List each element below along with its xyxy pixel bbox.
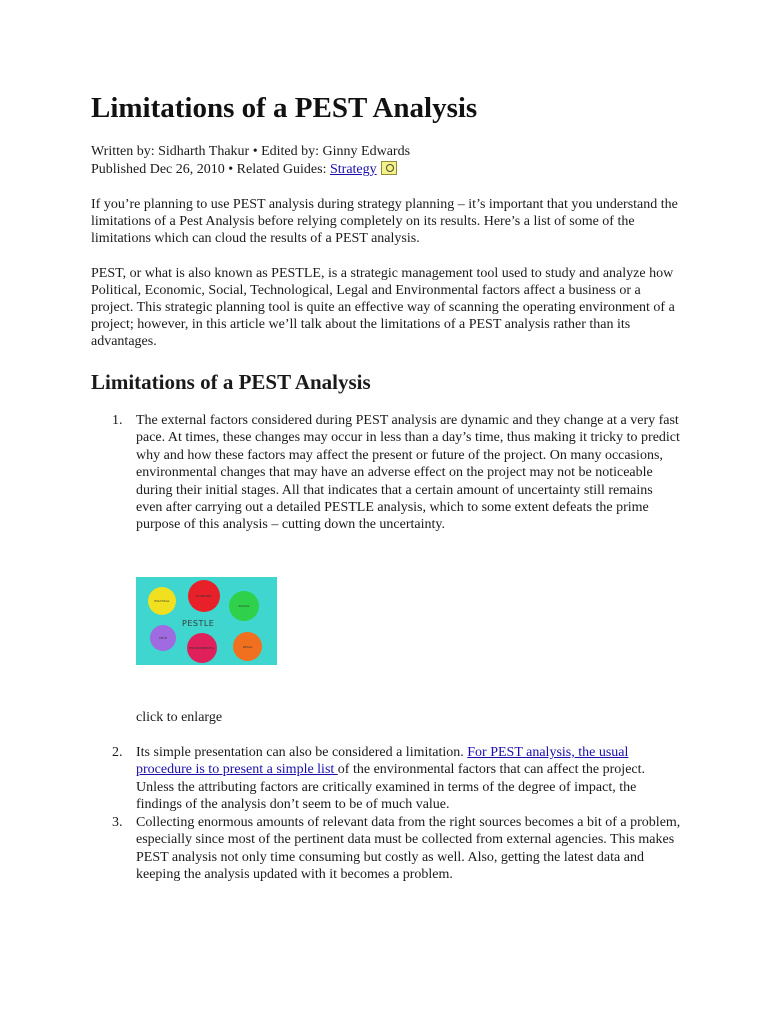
article-meta xyxy=(91,143,410,179)
pestle-circle: ECONOMIC xyxy=(188,580,220,612)
published-line xyxy=(91,161,410,179)
published-text: Published Dec 26, 2010 • Related Guides: xyxy=(91,162,330,177)
page-title: Limitations of a PEST Analysis xyxy=(91,92,478,124)
byline: Written by: Sidharth Thakur • Edited by: Ginny Edwards xyxy=(91,144,411,159)
pestle-circle: SOCIAL xyxy=(229,591,259,621)
pestle-circle: LEGAL xyxy=(233,632,262,661)
body-paragraph: PEST, or what is also known as PESTLE, is a strategic management tool used to study and analyze how Political, Economic, Social, Technological, Legal and Environmental factors affect a business or a project. This strategic planning tool is quite an effective way of scanning the operating environment of a project; however, in this article we’ll talk about the limitations of a PEST analysis rather than its advantages. xyxy=(91,266,675,349)
list-item-text-end: of the environmental factors that can affect the project. Unless the attributing factors are critically examined in terms of the degree of impact, the findings of the analysis don’t seem to be of much value. xyxy=(136,762,646,813)
pestle-label: PESTLE xyxy=(182,619,215,628)
related-guide-link[interactable]: Strategy xyxy=(329,162,377,177)
section-heading: Limitations of a PEST Analysis xyxy=(91,370,371,394)
tag-icon[interactable] xyxy=(381,161,397,175)
list-item-text: Collecting enormous amounts of relevant data from the right sources becomes a bit of a problem, especially since most of the pertinent data must be collected from external agencies. This makes PEST analysis not only time consuming but costly as well. Also, getting the latest data and keeping the analysis updated with it becomes a problem. xyxy=(136,815,681,883)
pestle-circle: TECH xyxy=(150,625,176,651)
pestle-image[interactable] xyxy=(136,577,277,665)
pestle-circle: ENVIRONMENTAL xyxy=(187,633,217,663)
list-number: 2. xyxy=(112,745,123,760)
list-item-text: The external factors considered during PEST analysis are dynamic and they change at a very fast pace. At times, these changes may occur in less than a day’s time, thus making it tricky to predict why and how these factors may affect the present or future of the project. On many occasions, environmental changes that may have an adverse effect on the project may not be noticeable during their initial stages. All that indicates that a certain amount of uncertainty still remains even after carrying out a detailed PESTLE analysis, which to some extent defeats the prime purpose of this analysis – cutting down the uncertainty. xyxy=(136,413,680,533)
inline-link[interactable]: For PEST analysis, the usual procedure is to present a simple list xyxy=(136,745,629,778)
pestle-circle: POLITICAL xyxy=(148,587,176,615)
list-item-text-start: Its simple presentation can also be considered a limitation. xyxy=(136,745,468,760)
list-number: 3. xyxy=(112,815,123,830)
list-item-text xyxy=(136,744,682,814)
list-number: 1. xyxy=(112,413,123,428)
intro-paragraph: If you’re planning to use PEST analysis during strategy planning – it’s important that you understand the limitations of a Pest Analysis before relying completely on its results. Here’s a list of some of the limitations which can cloud the results of a PEST analysis. xyxy=(91,197,678,246)
image-caption[interactable]: click to enlarge xyxy=(136,710,223,725)
